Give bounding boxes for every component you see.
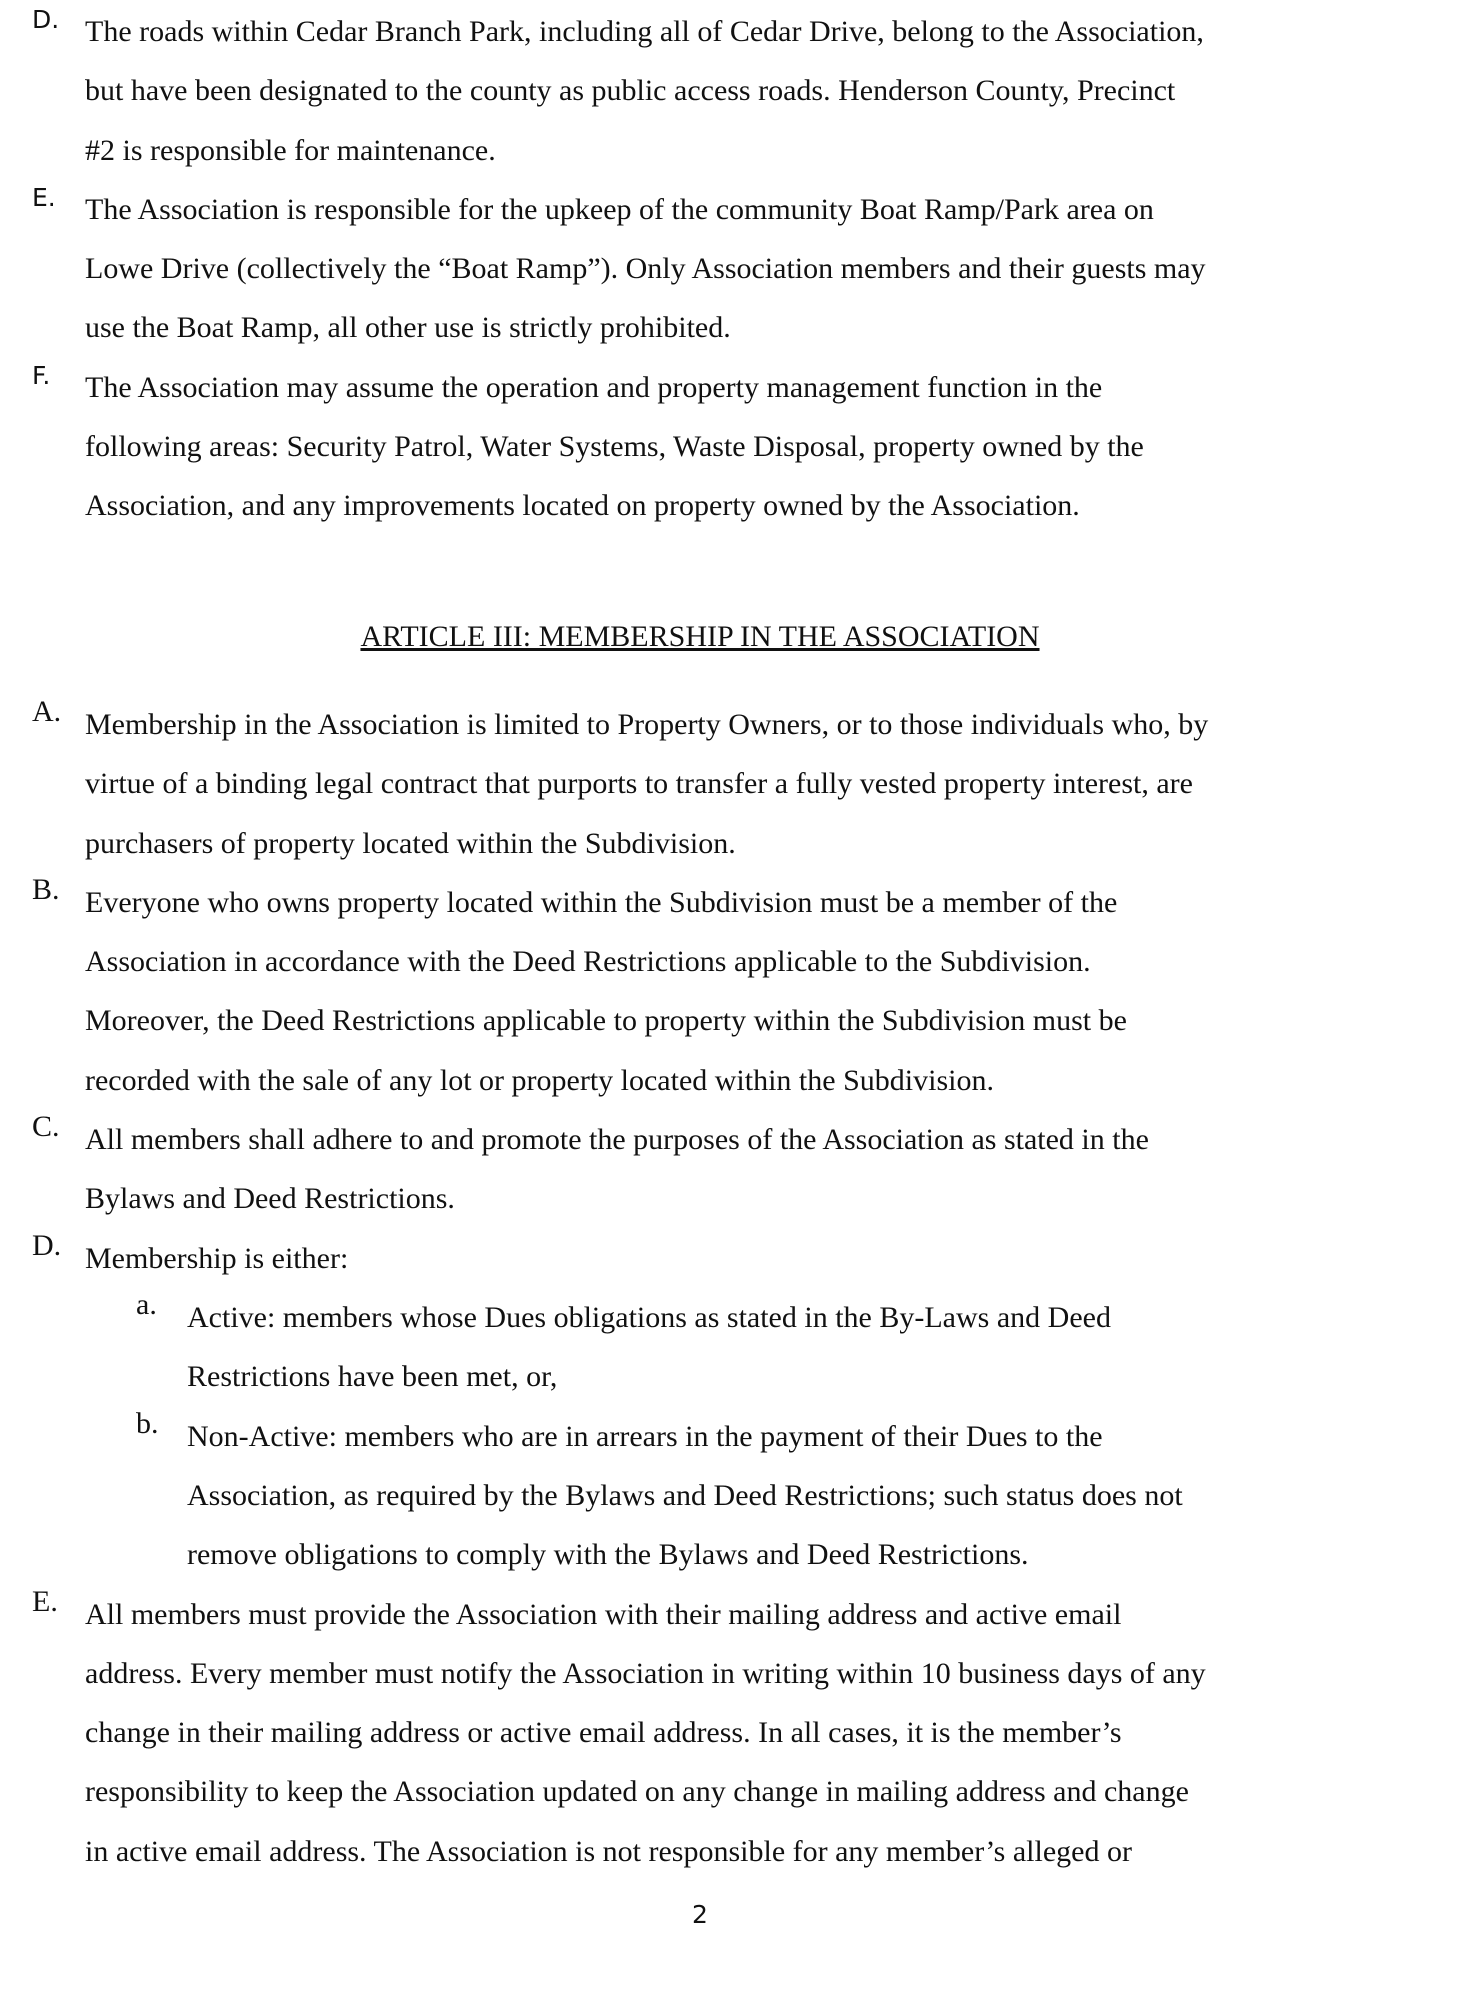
item-text [85,358,1405,536]
text-line: Association, as required by the Bylaws and Deed Restrictions; such status does not [187,1478,1183,1512]
text-line: All members shall adhere to and promote the purposes of the Association as stated in the [85,1123,1149,1157]
page-number: 2 [692,1900,708,1929]
text-line: Active: members whose Dues obligations as stated in the By-Laws and Deed [187,1301,1111,1334]
text-line: Association in accordance with the Deed Restrictions applicable to the Subdivision. [85,945,1091,979]
item-label: C. [32,1110,60,1144]
item-label: E. [32,1584,58,1618]
item-label: B. [32,872,60,906]
text-line: virtue of a binding legal contract that purports to transfer a fully vested property interest, are [85,767,1193,801]
item-text [85,1585,1405,1881]
text-line: The roads within Cedar Branch Park, including all of Cedar Drive, belong to the Association, [85,15,1204,48]
text-line: The Association is responsible for the upkeep of the community Boat Ramp/Park area on [85,192,1154,226]
text-line: Everyone who owns property located within the Subdivision must be a member of the [85,885,1118,919]
item-label: E. [32,182,56,212]
item-text [85,695,1405,873]
item-label: D. [32,1228,62,1262]
text-line: Moreover, the Deed Restrictions applicable to property within the Subdivision must be [85,1004,1127,1038]
text-line: in active email address. The Association is not responsible for any member’s alleged or [85,1834,1132,1868]
text-line: Association, and any improvements located on property owned by the Association. [85,489,1080,523]
item-text [187,1288,1407,1407]
text-line: but have been designated to the county as public access roads. Henderson County, Precinct [85,74,1176,108]
item-text [85,1229,1405,1288]
item-label: b. [136,1406,159,1440]
item-text [85,2,1405,180]
item-text [85,1110,1405,1229]
text-line: Lowe Drive (collectively the “Boat Ramp”). Only Association members and their guests may [85,252,1206,286]
text-line: address. Every member must notify the Association in writing within 10 business days of any [85,1656,1206,1690]
text-line: Membership is either: [85,1241,349,1275]
text-line: Restrictions have been met, or, [187,1360,558,1394]
item-text [85,180,1405,358]
text-line: purchasers of property located within the Subdivision. [85,826,736,860]
text-line: Membership in the Association is limited to Property Owners, or to those individuals who, by [85,708,1209,741]
text-line: responsibility to keep the Association updated on any change in mailing address and change [85,1775,1189,1809]
text-line: Bylaws and Deed Restrictions. [85,1182,455,1216]
item-text [85,873,1405,1110]
text-line: remove obligations to comply with the Bylaws and Deed Restrictions. [187,1538,1029,1572]
item-label: A. [32,695,62,728]
text-line: All members must provide the Association with their mailing address and active email [85,1597,1122,1631]
item-label: F. [32,360,51,390]
item-label: D. [32,5,60,34]
text-line: use the Boat Ramp, all other use is strictly prohibited. [85,311,731,345]
item-text [187,1407,1407,1585]
article-heading: ARTICLE III: MEMBERSHIP IN THE ASSOCIATION [360,620,1040,653]
text-line: following areas: Security Patrol, Water Systems, Waste Disposal, property owned by the [85,430,1144,464]
item-label: a. [136,1288,157,1321]
text-line: recorded with the sale of any lot or property located within the Subdivision. [85,1063,994,1097]
text-line: The Association may assume the operation and property management function in the [85,370,1103,404]
text-line: #2 is responsible for maintenance. [85,133,496,167]
text-line: change in their mailing address or active email address. In all cases, it is the member’s [85,1716,1122,1750]
text-line: Non-Active: members who are in arrears in the payment of their Dues to the [187,1419,1103,1453]
